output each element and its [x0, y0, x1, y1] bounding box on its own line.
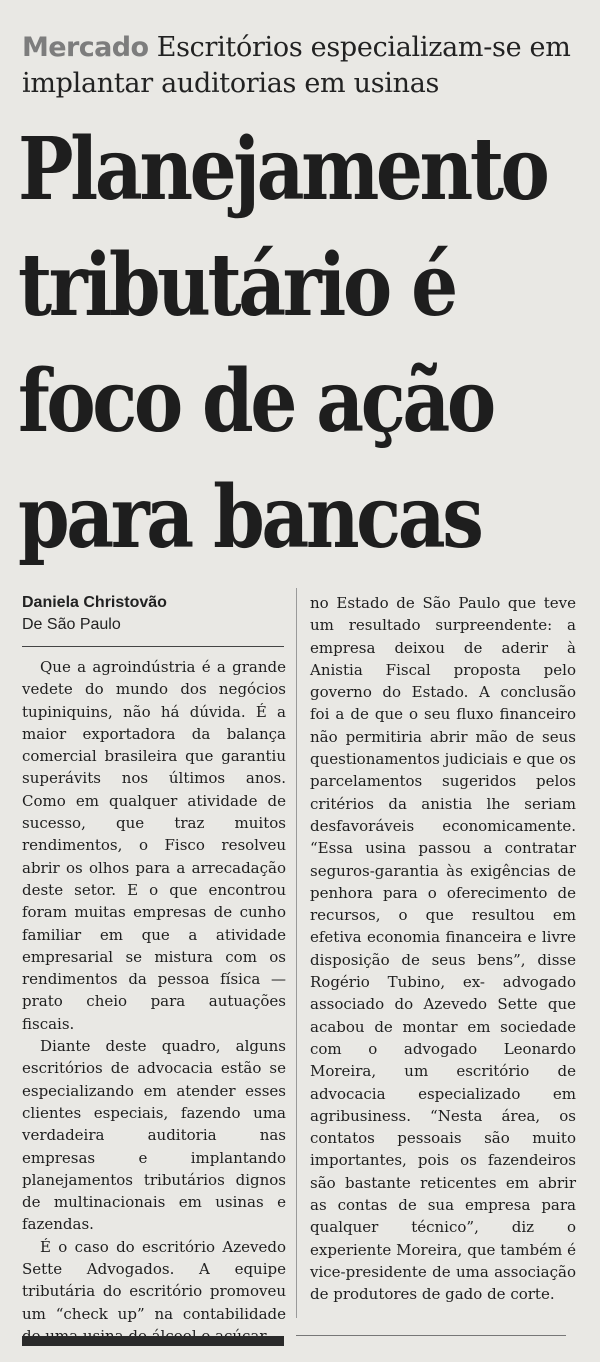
article-paragraph: no Estado de São Paulo que teve um resultado surpreendente: a empresa deixou de aderir à Anistia Fiscal proposta pelo governo do Estado. A conclusão foi a de que o seu fluxo financeiro não permitiria abrir mão de seus questionamentos judiciais e que os parcelamentos sugeridos pelos critérios da anistia lhe seriam desfavoráveis economicamente. “Essa usina passou a contratar seguros-garantia às exigências de penhora para o oferecimento de recursos, o que resultou em efetiva economia financeira e livre disposição de seus bens”, disse Rogério Tubino, ex- advogado associado do Azevedo Sette que acabou de montar em sociedade com o advogado Leonardo Moreira, um escritório de advocacia especializado em agribusiness. “Nesta área, os contatos pessoais são muito importantes, pois os fazendeiros são bastante reticentes em abrir as contas de sua empresa para qualquer técnico”, diz o experiente Moreira, que também é vice-presidente de uma associação de produtores de gado de corte.	[310, 594, 576, 1304]
headline-line: foco de ação	[18, 351, 493, 452]
article-paragraph: Que a agroindústria é a grande vedete do mundo dos negócios tupiniquins, não há dúvida. É a maior exportadora da balança comercial brasileira que garantiu superávits nos últimos anos. Como em qualquer atividade de sucesso, que traz muitos rendimentos, o Fisco resolveu abrir os olhos para a arrecadação deste setor. E o que encontrou foram muitas empresas de cunho familiar em que a atividade empresarial se mistura com os rendimentos da pessoa física — prato cheio para autuações fiscais.	[22, 658, 286, 1033]
dateline: De São Paulo	[22, 616, 121, 633]
byline-divider	[22, 646, 284, 647]
headline-line: para bancas	[18, 467, 481, 568]
byline	[22, 592, 287, 636]
kicker-text: Escritórios especializam-se em implantar auditorias em usinas	[22, 32, 571, 99]
column-divider	[296, 588, 297, 1318]
author-name: Daniela Christovão	[22, 594, 167, 611]
headline-line: tributário é	[18, 235, 455, 336]
article-column-left	[22, 656, 286, 1347]
kicker	[22, 30, 587, 102]
headline-line: Planejamento	[18, 119, 547, 220]
article-paragraph: É o caso do escritório Azevedo Sette Advogados. A equipe tributária do escritório promoveu um “check up” na contabilidade	[22, 1237, 286, 1323]
bottom-divider	[296, 1335, 566, 1336]
section-label: Mercado	[22, 32, 149, 63]
article-column-right	[310, 592, 576, 1306]
headline	[18, 112, 547, 576]
article-paragraph: Diante deste quadro, alguns escritórios de advocacia estão se especializando em atender esses clientes especiais, fazendo uma verdadeira auditoria nas empresas e implantando planejamentos tributários dignos de multinacionais em usinas e fazendas.	[22, 1037, 286, 1234]
bottom-bar	[22, 1336, 284, 1346]
